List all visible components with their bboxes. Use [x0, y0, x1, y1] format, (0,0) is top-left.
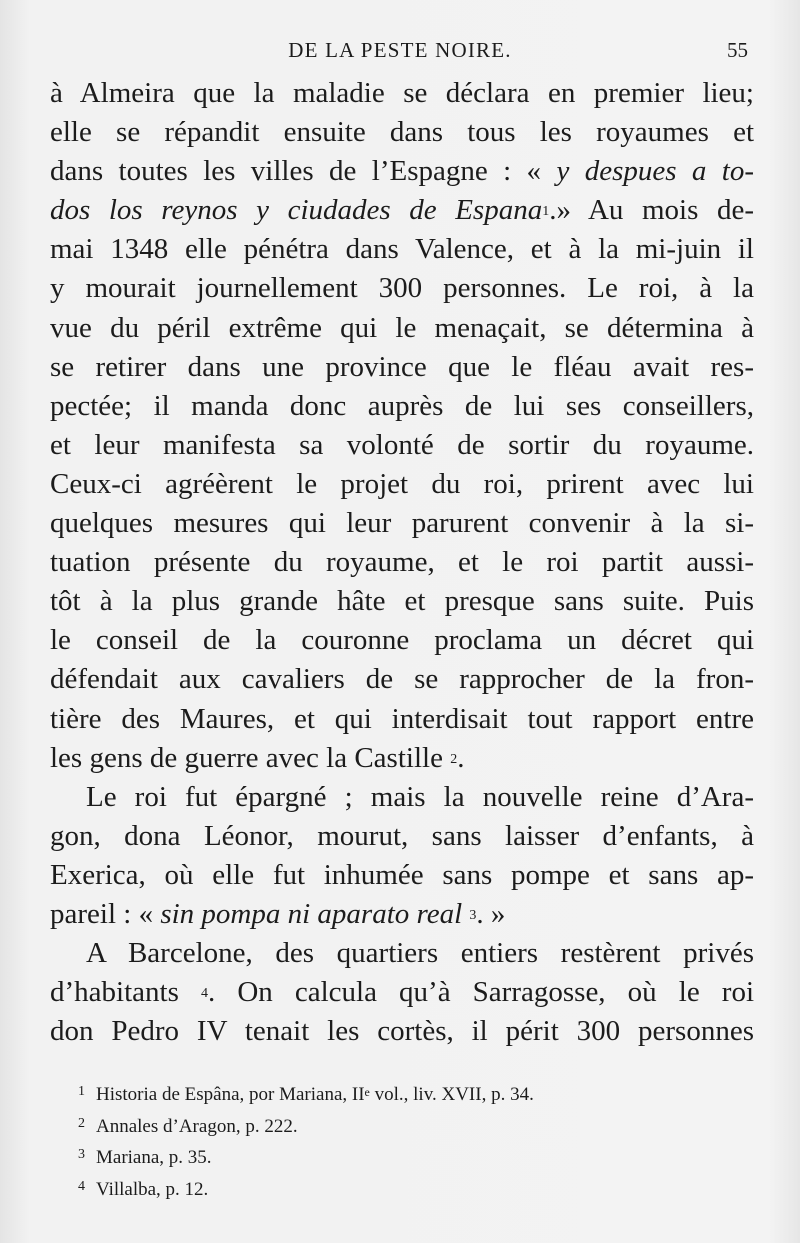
text-run: les gens de guerre avec la Castille	[50, 741, 451, 774]
text-line	[50, 778, 754, 817]
footnote-text-rest: vol., liv. XVII, p. 34.	[369, 1084, 534, 1105]
text-line	[50, 817, 754, 856]
text-line	[50, 700, 754, 739]
text-run: . On calcula qu’à Sarragosse, où le roi	[207, 976, 754, 1009]
text-line	[50, 1012, 754, 1051]
text-line	[50, 74, 754, 113]
text-line	[50, 895, 754, 934]
italic-text: sin pompa ni aparato real	[160, 897, 463, 930]
text-run: à Almeira que la maladie se déclara en premier lieu;	[50, 77, 754, 109]
text-run: A Barcelone, des quartiers entiers restèrent privés	[86, 937, 754, 970]
text-run: dans toutes les villes de l’Espagne : «	[50, 155, 557, 188]
text-run: Le roi fut épargné ; mais la nouvelle reine d’Ara-	[86, 780, 754, 813]
footnote-number: 3	[78, 1147, 85, 1162]
text-run: mai 1348 elle pénétra dans Valence, et à la mi-juin il	[50, 233, 754, 266]
text-run: .	[457, 741, 465, 774]
text-run: se retirer dans une province que le fléau avait res-	[50, 350, 754, 383]
text-run: Exerica, où elle fut inhumée sans pompe et sans ap-	[50, 858, 754, 891]
footnote-reference: 1	[542, 204, 550, 220]
text-run: tière des Maures, et qui interdisait tout rapport entre	[50, 702, 754, 735]
running-head	[0, 38, 800, 68]
text-line	[50, 309, 754, 348]
text-run: elle se répandit ensuite dans tous les royaumes et	[50, 116, 754, 149]
footnote-number: 1	[78, 1084, 85, 1099]
footnote-text: Historia de Espâna, por Mariana, II	[96, 1084, 365, 1105]
text-line	[50, 934, 754, 973]
footnote-superscript: e	[364, 1085, 370, 1099]
text-run: vue du péril extrême qui le menaçait, se détermina à	[50, 311, 754, 344]
footnote-reference: 2	[450, 751, 458, 767]
footnote	[78, 1175, 758, 1207]
footnote-number: 2	[78, 1115, 85, 1131]
page-number: 55	[727, 38, 748, 62]
text-line	[50, 504, 754, 543]
text-line	[50, 426, 754, 465]
body-text	[50, 74, 754, 1051]
footnote-text: Mariana, p. 35.	[96, 1147, 212, 1168]
footnotes	[78, 1080, 758, 1206]
text-line	[50, 660, 754, 699]
text-run: tuation présente du royaume, et le roi partit aussi-	[50, 546, 754, 579]
text-run: . »	[476, 897, 506, 930]
text-line	[50, 387, 754, 426]
text-line	[50, 739, 754, 778]
text-line	[50, 973, 754, 1012]
italic-text: dos los reynos y ciudades de Espana	[50, 194, 543, 227]
footnote-reference: 3	[469, 907, 477, 923]
footnote	[78, 1080, 758, 1112]
footnote	[78, 1143, 758, 1175]
italic-text: y despues a to-	[556, 155, 754, 188]
footnote	[78, 1112, 758, 1144]
text-line	[50, 152, 754, 191]
text-line	[50, 269, 754, 308]
text-run: don Pedro IV tenait les cortès, il périt 300 personnes	[50, 1015, 754, 1048]
text-line	[50, 113, 754, 152]
text-line	[50, 230, 754, 269]
text-run: gon, dona Léonor, mourut, sans laisser d’enfants, à	[50, 819, 754, 852]
text-run: défendait aux cavaliers de se rapprocher de la fron-	[50, 663, 754, 696]
text-run: .» Au mois de-	[549, 194, 754, 227]
text-line	[50, 465, 754, 504]
footnote-reference: 4	[200, 986, 208, 1002]
footnote-text: Annales d’Aragon, p. 222.	[96, 1115, 298, 1137]
text-run: d’habitants	[50, 976, 201, 1009]
text-run: et leur manifesta sa volonté de sortir du royaume.	[50, 428, 754, 461]
text-run: y mourait journellement 300 personnes. Le roi, à la	[50, 272, 754, 305]
text-run: pareil : «	[50, 897, 161, 930]
text-run: tôt à la plus grande hâte et presque sans suite. Puis	[50, 585, 754, 618]
footnote-number: 4	[78, 1178, 85, 1194]
text-line	[50, 621, 754, 660]
text-run: pectée; il manda donc auprès de lui ses conseillers,	[50, 389, 754, 422]
text-run: le conseil de la couronne proclama un décret qui	[50, 624, 754, 657]
text-line	[50, 191, 754, 230]
text-line	[50, 348, 754, 387]
footnote-text: Villalba, p. 12.	[96, 1178, 209, 1200]
running-head-title: DE LA PESTE NOIRE.	[288, 38, 512, 62]
text-line	[50, 543, 754, 582]
text-run: quelques mesures qui leur parurent convenir à la si-	[50, 507, 754, 540]
text-line	[50, 582, 754, 621]
text-run: Ceux-ci agréèrent le projet du roi, prirent avec lui	[50, 467, 754, 500]
text-line	[50, 856, 754, 895]
